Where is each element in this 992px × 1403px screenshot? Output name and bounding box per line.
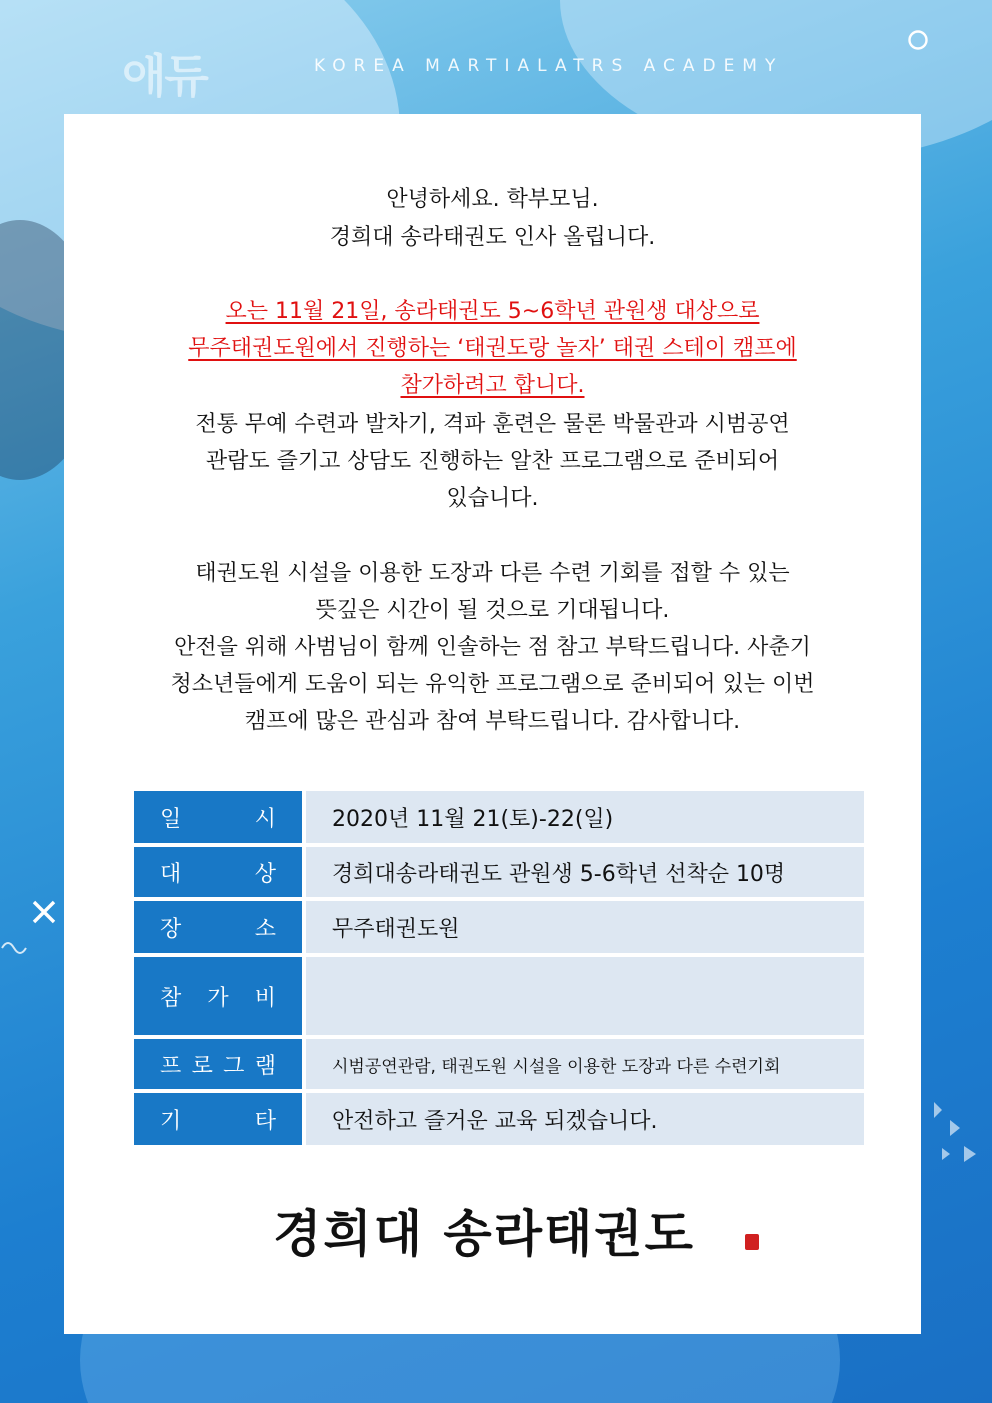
- table-row-etc: [134, 1093, 864, 1145]
- label-etc: [134, 1093, 302, 1145]
- label-char: 프: [160, 1053, 182, 1079]
- label-fee: [134, 957, 302, 1035]
- label-place: [134, 901, 302, 953]
- x-decoration-icon: [30, 898, 58, 926]
- triangle-decoration-icon: [924, 1090, 984, 1190]
- value-program: 시범공연관람, 태권도원 시설을 이용한 도장과 다른 수련기회: [306, 1039, 864, 1089]
- label-char: 일: [160, 806, 182, 832]
- label-program: [134, 1039, 302, 1089]
- seal-stamp-icon: [745, 1234, 759, 1250]
- label-char: 타: [254, 1108, 276, 1134]
- value-fee: [306, 957, 864, 1035]
- label-char: 가: [207, 985, 229, 1011]
- highlight-line-2: 무주태권도원에서 진행하는 ‘태권도랑 놀자’ 태권 스테이 캠프에: [188, 336, 797, 361]
- table-row-program: [134, 1039, 864, 1089]
- greeting-line-1: 안녕하세요. 학부모님.: [386, 187, 599, 212]
- table-row-target: [134, 847, 864, 897]
- body-line-8: 캠프에 많은 관심과 참여 부탁드립니다. 감사합니다.: [244, 709, 741, 734]
- label-char: 그: [223, 1053, 245, 1079]
- label-char: 로: [191, 1053, 213, 1079]
- wave-decoration-icon: [0, 930, 40, 960]
- body-line-5: 뜻깊은 시간이 될 것으로 기대됩니다.: [315, 598, 670, 623]
- value-etc: 안전하고 즐거운 교육 되겠습니다.: [306, 1093, 864, 1145]
- value-date: 2020년 11월 21(토)-22(일): [306, 791, 864, 843]
- label-char: 상: [254, 861, 276, 887]
- body-line-7: 청소년들에게 도움이 되는 유익한 프로그램으로 준비되어 있는 이번: [170, 672, 815, 697]
- label-char: 소: [254, 916, 276, 942]
- signature: 경희대 송라태권도: [273, 1204, 695, 1263]
- value-place: 무주태권도원: [306, 901, 864, 953]
- label-date: [134, 791, 302, 843]
- table-row-place: [134, 901, 864, 953]
- table-row-date: [134, 791, 864, 843]
- value-target: 경희대송라태권도 관원생 5-6학년 선착순 10명: [306, 847, 864, 897]
- body-line-1: 전통 무예 수련과 발차기, 격파 훈련은 물론 박물관과 시범공연: [195, 412, 790, 437]
- label-char: 참: [160, 985, 182, 1011]
- label-char: 비: [254, 985, 276, 1011]
- highlight-line-3: 참가하려고 합니다.: [400, 373, 585, 398]
- academy-name: KOREA MARTIALATRS ACADEMY: [314, 56, 784, 76]
- letter-sheet: [64, 114, 921, 1334]
- label-char: 램: [254, 1053, 276, 1079]
- greeting-line-2: 경희대 송라태권도 인사 올립니다.: [329, 225, 656, 250]
- circle-decoration-icon: [906, 28, 930, 52]
- body-line-3: 있습니다.: [446, 486, 539, 511]
- body-line-6: 안전을 위해 사범님이 함께 인솔하는 점 참고 부탁드립니다. 사춘기: [174, 635, 811, 660]
- brand-logo: 애듀: [122, 49, 207, 103]
- highlight-line-1: 오는 11월 21일, 송라태권도 5~6학년 관원생 대상으로: [225, 299, 760, 324]
- body-line-4: 태권도원 시설을 이용한 도장과 다른 수련 기회를 접할 수 있는: [195, 561, 790, 586]
- label-char: 기: [160, 1108, 182, 1134]
- table-row-fee: [134, 957, 864, 1035]
- label-char: 시: [254, 806, 276, 832]
- label-char: 대: [160, 861, 182, 887]
- label-char: 장: [160, 916, 182, 942]
- body-line-2: 관람도 즐기고 상담도 진행하는 알찬 프로그램으로 준비되어: [205, 449, 780, 474]
- label-target: [134, 847, 302, 897]
